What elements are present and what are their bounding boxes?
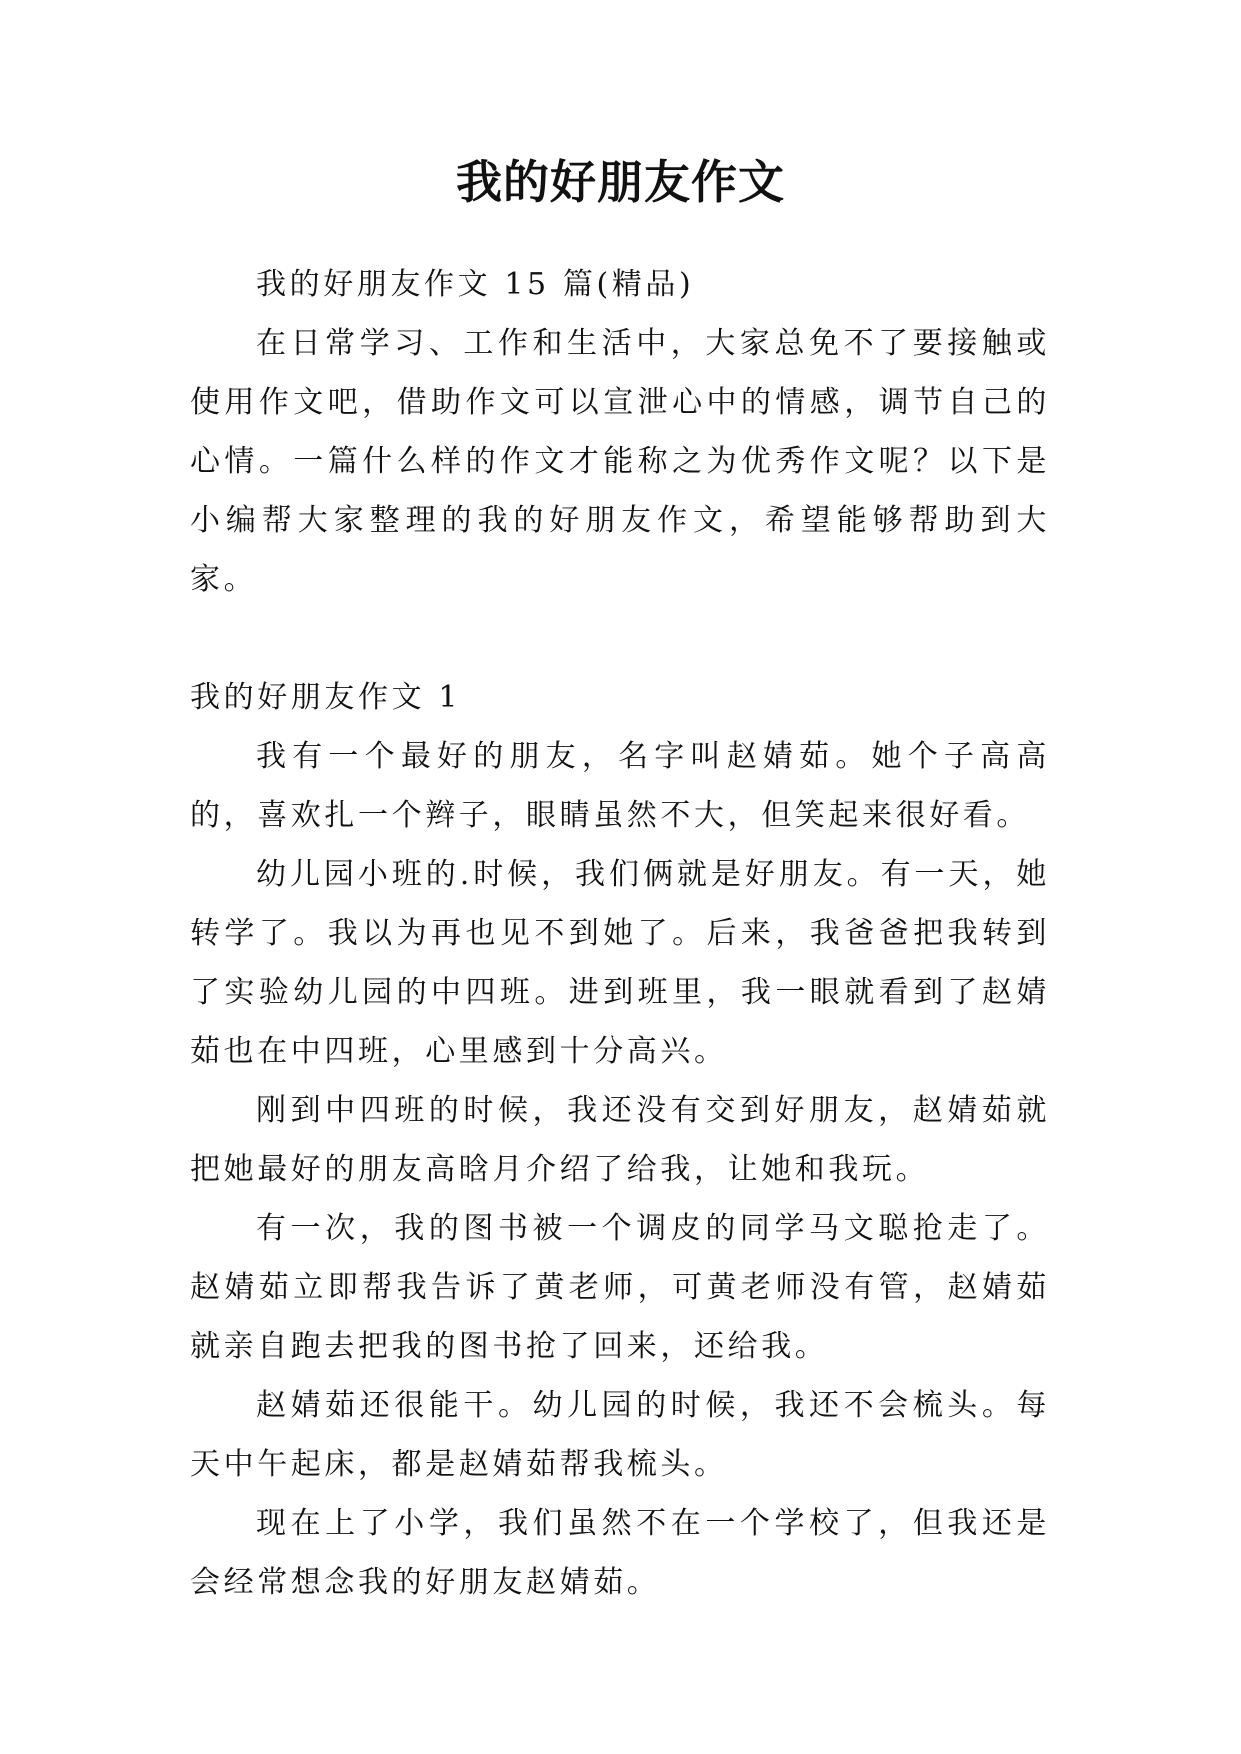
intro-subtitle: 我的好朋友作文 15 篇(精品) (256, 267, 695, 302)
essay-paragraph-5: 赵婧茹还很能干。幼儿园的时候，我还不会梳头。每天中午起床，都是赵婧茹帮我梳头。 (190, 1388, 1050, 1482)
section-spacer (190, 609, 1050, 668)
essay-paragraph-6: 现在上了小学，我们虽然不在一个学校了，但我还是会经常想念我的好朋友赵婧茹。 (190, 1506, 1050, 1600)
essay-paragraph-3: 刚到中四班的时候，我还没有交到好朋友，赵婧茹就把她最好的朋友高晗月介绍了给我，让她和我玩。 (190, 1093, 1050, 1187)
essay-paragraph-4: 有一次，我的图书被一个调皮的同学马文聪抢走了。赵婧茹立即帮我告诉了黄老师，可黄老师没有管，赵婧茹就亲自跑去把我的图书抢了回来，还给我。 (190, 1211, 1050, 1364)
essay-heading: 我的好朋友作文 1 (190, 680, 462, 715)
essay-paragraph-1: 我有一个最好的朋友，名字叫赵婧茹。她个子高高的，喜欢扎一个辫子，眼睛虽然不大，但笑起来很好看。 (190, 739, 1050, 833)
document-body (190, 255, 1050, 1612)
essay-paragraph-2: 幼儿园小班的.时候，我们俩就是好朋友。有一天，她转学了。我以为再也见不到她了。后来，我爸爸把我转到了实验幼儿园的中四班。进到班里，我一眼就看到了赵婧茹也在中四班，心里感到十分高兴。 (190, 857, 1050, 1069)
intro-paragraph: 在日常学习、工作和生活中，大家总免不了要接触或使用作文吧，借助作文可以宣泄心中的情感，调节自己的心情。一篇什么样的作文才能称之为优秀作文呢？以下是小编帮大家整理的我的好朋友作文，希望能够帮助到大家。 (190, 326, 1050, 597)
document-title: 我的好朋友作文 (456, 155, 785, 209)
